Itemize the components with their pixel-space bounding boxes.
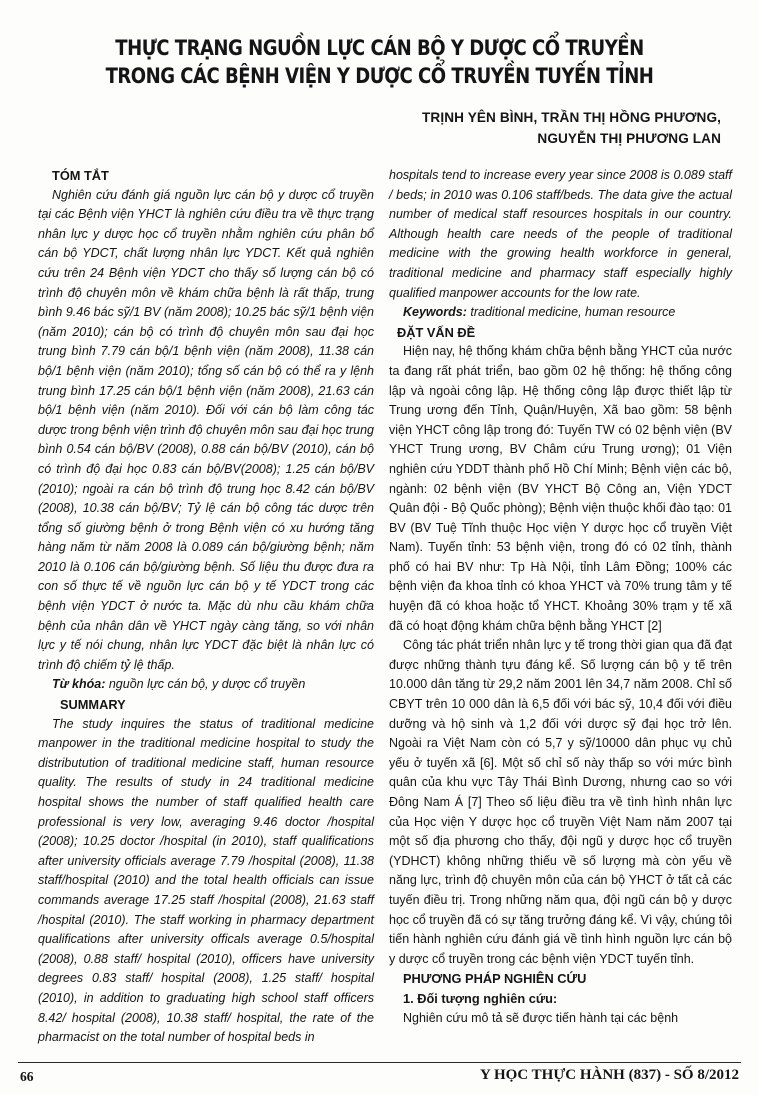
- abstract-vn-heading: TÓM TẮT: [52, 168, 109, 183]
- right-column: [389, 166, 732, 1028]
- left-column: [38, 166, 374, 1048]
- keywords-en-label: Keywords:: [403, 305, 467, 320]
- methods-paragraph-1: Nghiên cứu mô tả sẽ được tiến hành tại các bệnh: [403, 1010, 679, 1025]
- page-number: 66: [20, 1069, 34, 1084]
- footer-divider: [18, 1062, 741, 1063]
- abstract-en-body-part-2: hospitals tend to increase every year since 2008 is 0.089 staff / beds; in 2010 was 0.106 staff/beds. The data give the actual number of medical staff resources hospitals in our country. Although health care needs of the people of traditional medicine with the growing health workforce in general, traditional medicine and pharmacy staff especially highly qualified manpower accounts for the low rate.: [389, 168, 732, 300]
- methods-subheading: 1. Đối tượng nghiên cứu:: [403, 990, 558, 1006]
- methods-heading: PHƯƠNG PHÁP NGHIÊN CỨU: [403, 971, 587, 987]
- abstract-vn-body: Nghiên cứu đánh giá nguồn lực cán bộ y dược cổ truyền tại các Bệnh viện YHCT là nghiên cứu điều tra về thực trạng nhân lực y dược học cổ truyền nhằm nghiên cứu phân bổ cán bộ YDCT, chất lượng nhân lực YDCT. Kết quả nghiên cứu trên 24 Bệnh viện YDCT cho thấy số lượng cán bộ có trình độ chuyên môn về khám chữa bệnh là rất thấp, trung bình 9.46 bác sỹ/1 BV (năm 2008); 10.25 bác sỹ/1 bệnh viện (năm 2010); cán bộ có trình độ chuyên môn sau đại học trung bình 7.79 cán bộ/1 bệnh viện (năm 2008), 11.38 cán bộ/1 bệnh viện (năm 2010); tổng số cán bộ có thể ra y lệnh trung bình 17.25 cán bộ/1 bệnh viện (năm 2008), 21.63 cán bộ/1 bệnh viện (năm 2010). Đối với cán bộ làm công tác dược trong bệnh viện trình độ chuyên môn sau đại học trung bình 0.54 cán bộ/BV (2008), 0.88 cán bộ/BV (2010), cán bộ có trình độ đại học 0.83 cán bộ/BV(2008); 1.25 cán bộ/BV (2010); ngoài ra cán bộ trình độ trung học 8.42 cán bộ/BV (2008), 10.38 cán bộ/BV; Tỷ lệ cán bộ công tác dược trên tổng số giường bệnh ở trong Bệnh viện có xu hướng tăng hàng năm từ năm 2008 là 0.089 cán bộ/giường bệnh; năm 2010 là 0.106 cán bộ/giường bệnh. Số liệu thu được đưa ra con số thực tế về nguồn lực cán bộ y tế YDCT trong các bệnh viện YDCT ở nước ta. Mặc dù nhu cầu khám chữa bệnh của nhân dân về YHCT ngày càng tăng, so với nhân lực y tế nói chung, nhân lực YDCT đặc biệt là nhân lực có trình độ chiếm tỷ lệ thấp.: [38, 187, 374, 672]
- abstract-vn-keywords: [38, 675, 374, 695]
- abstract-en-heading: SUMMARY: [60, 697, 126, 713]
- keywords-en-text: traditional medicine, human resource: [466, 305, 676, 320]
- keywords-vn-label: Từ khóa:: [52, 677, 106, 692]
- article-title-line-1: THỰC TRẠNG NGUỒN LỰC CÁN BỘ Y DƯỢC CỔ TRUYỀN: [115, 36, 644, 60]
- abstract-en-keywords: [389, 303, 732, 323]
- journal-issue: Y HỌC THỰC HÀNH (837) - SỐ 8/2012: [479, 1067, 739, 1083]
- keywords-vn-text: nguồn lực cán bộ, y dược cổ truyền: [105, 677, 306, 692]
- intro-paragraph-1: Hiện nay, hệ thống khám chữa bệnh bằng YHCT của nước ta đang rất phát triển, bao gồm 02 hệ thống: hệ thống công lập và ngoài công lập. Hệ thống công lập được thiết lập từ Trung ương đến Tỉnh, Quận/Huyện, Xã bao gồm: 58 bệnh viện YHCT công lập trong đó: Tuyến TW có 02 bệnh viện (BV YHCT Trung ương, BV Châm cứu Trung ương); 01 Viện nghiên cứu YDDT thành phố Hồ Chí Minh; Bệnh viện các bộ, ngành: 02 bệnh viện (BV YHCT Bộ Công an, Viện YDCT Quân đội - Bộ Quốc phòng); Bệnh viện thuộc khối đào tạo: 01 BV (BV Tuệ Tĩnh thuộc Học viện Y dược học cổ truyền Việt Nam). Tuyến tỉnh: 53 bệnh viện, trong đó có 02 tỉnh, thành phố có hai BV như: Tp Hà Nội, tỉnh Lâm Đồng; 100% các bệnh viện đa khoa tỉnh có khoa YHCT và 70% trung tâm y tế huyện đã có khoa hoặc tổ YHCT. Khoảng 30% trạm y tế xã đã có hoạt động khám chữa bệnh bằng YHCT [2]: [389, 344, 732, 633]
- authors-line-2: NGUYỄN THỊ PHƯƠNG LAN: [537, 131, 721, 146]
- authors-line-1: TRỊNH YÊN BÌNH, TRẦN THỊ HỒNG PHƯƠNG,: [422, 110, 721, 125]
- article-title-line-2: TRONG CÁC BỆNH VIỆN Y DƯỢC CỔ TRUYỀN TUYẾN TỈNH: [105, 64, 654, 88]
- intro-paragraph-2: Công tác phát triển nhân lực y tế trong thời gian qua đã đạt được những thành tựu đáng kể. Số lượng cán bộ y tế trên 10.000 dân tăng từ 29,2 năm 2001 lên 34,7 năm 2008. Chỉ số CBYT trên 10 000 dân là 6,5 đối với bác sỹ, 10,4 đối với điều dưỡng và hộ sinh và 1,2 đối với dược sỹ đại học trở lên. Ngoài ra Việt Nam còn có 5,7 y sỹ/10000 dân phục vụ chủ yếu ở tuyến xã [6]. Một số chỉ số này thấp so với mức bình quân của khu vực Tây Thái Bình Dương, nhưng cao so với Đông Nam Á [7] Theo số liệu điều tra về tình hình nhân lực của Học viện Y dược học cổ truyền Việt Nam năm 2007 tại một số địa phương cho thấy, đội ngũ y dược học cổ truyền (YDHCT) không những thiếu về số lượng mà còn yếu về năng lực, trình độ chuyên môn của cán bộ YHCT ở tất cả các tuyến điều trị. Trong những năm qua, đội ngũ cán bộ y dược học cổ truyền đã có sự tăng trưởng đáng kể. Vì vậy, chúng tôi tiến hành nghiên cứu đánh giá về tình hình nguồn lực cán bộ y dược cổ truyền trong các bệnh viện YDCT tuyến tỉnh.: [389, 638, 732, 966]
- abstract-en-body-part-1: The study inquires the status of traditional medicine manpower in the traditional medicine hospital to study the distributution of traditional medicine staff, human resource quality. The results of study in 24 traditional medicine hospital shows the number of staff qualified health care professional is very low, averaging 9.46 doctor /hospital (2008); 10.25 doctor /hospital (in 2010), staff qualifications after university officials average 7.79 /hospital (2008), 11.38 staff/hospital (2010) and the total health officials can issue commands average 17.25 staff /hospital (2008), 21.63 staff /hospital (2010). The staff working in pharmacy department qualifications after university officals average 0.5/hospital (2008), 0.88 staff/ hospital (2010), officers have university degrees 0.83 staff/ hospital (2008), 1.25 staff/ hospital (2010), in addition to graduating high school staff officers 8.42/ hospital (2008), 10.38 staff/ hospital, the rate of the pharmacist on the total number of hospital beds in: [38, 716, 374, 1045]
- intro-heading: ĐẶT VẤN ĐỀ: [397, 324, 476, 340]
